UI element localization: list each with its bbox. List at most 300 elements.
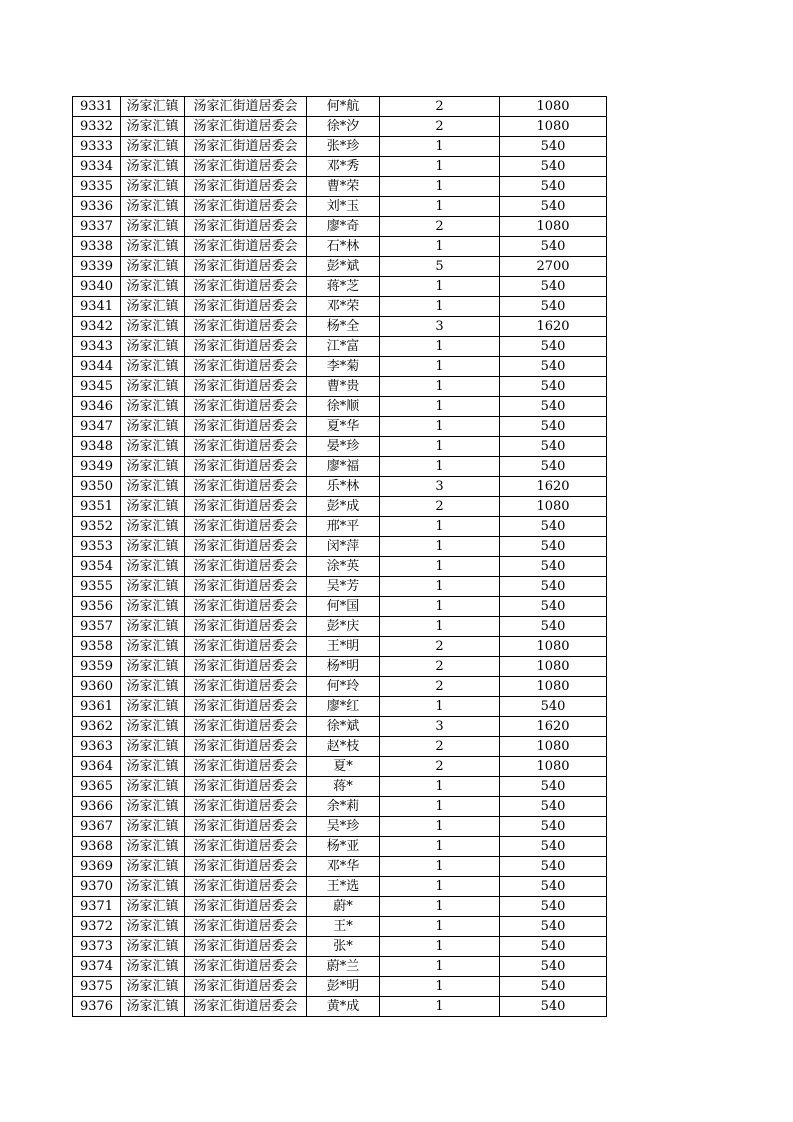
people-count-cell: 2	[380, 637, 500, 657]
amount-cell: 540	[500, 557, 607, 577]
people-count-cell: 3	[380, 477, 500, 497]
serial-number-cell: 9336	[73, 197, 121, 217]
table-row	[73, 117, 607, 137]
community-cell: 汤家汇街道居委会	[185, 457, 307, 477]
community-cell: 汤家汇街道居委会	[185, 677, 307, 697]
name-cell: 夏*	[307, 757, 380, 777]
table-row	[73, 357, 607, 377]
town-cell: 汤家汇镇	[121, 537, 185, 557]
amount-cell: 540	[500, 197, 607, 217]
people-count-cell: 1	[380, 617, 500, 637]
town-cell: 汤家汇镇	[121, 557, 185, 577]
name-cell: 蔚*兰	[307, 957, 380, 977]
amount-cell: 1080	[500, 657, 607, 677]
serial-number-cell: 9369	[73, 857, 121, 877]
serial-number-cell: 9358	[73, 637, 121, 657]
people-count-cell: 1	[380, 437, 500, 457]
people-count-cell: 5	[380, 257, 500, 277]
community-cell: 汤家汇街道居委会	[185, 657, 307, 677]
name-cell: 邢*平	[307, 517, 380, 537]
table-row	[73, 217, 607, 237]
community-cell: 汤家汇街道居委会	[185, 757, 307, 777]
community-cell: 汤家汇街道居委会	[185, 257, 307, 277]
town-cell: 汤家汇镇	[121, 297, 185, 317]
name-cell: 晏*珍	[307, 437, 380, 457]
community-cell: 汤家汇街道居委会	[185, 517, 307, 537]
town-cell: 汤家汇镇	[121, 497, 185, 517]
people-count-cell: 1	[380, 377, 500, 397]
name-cell: 廖*红	[307, 697, 380, 717]
serial-number-cell: 9372	[73, 917, 121, 937]
table-row	[73, 737, 607, 757]
people-count-cell: 2	[380, 217, 500, 237]
amount-cell: 540	[500, 397, 607, 417]
community-cell: 汤家汇街道居委会	[185, 397, 307, 417]
community-cell: 汤家汇街道居委会	[185, 997, 307, 1017]
town-cell: 汤家汇镇	[121, 897, 185, 917]
amount-cell: 540	[500, 977, 607, 997]
serial-number-cell: 9351	[73, 497, 121, 517]
name-cell: 闵*萍	[307, 537, 380, 557]
people-count-cell: 1	[380, 817, 500, 837]
people-count-cell: 1	[380, 237, 500, 257]
serial-number-cell: 9375	[73, 977, 121, 997]
people-count-cell: 2	[380, 497, 500, 517]
town-cell: 汤家汇镇	[121, 457, 185, 477]
people-count-cell: 1	[380, 457, 500, 477]
community-cell: 汤家汇街道居委会	[185, 917, 307, 937]
town-cell: 汤家汇镇	[121, 977, 185, 997]
name-cell: 曹*荣	[307, 177, 380, 197]
table-row	[73, 597, 607, 617]
town-cell: 汤家汇镇	[121, 97, 185, 117]
name-cell: 石*林	[307, 237, 380, 257]
people-count-cell: 1	[380, 837, 500, 857]
serial-number-cell: 9352	[73, 517, 121, 537]
amount-cell: 1080	[500, 757, 607, 777]
town-cell: 汤家汇镇	[121, 637, 185, 657]
town-cell: 汤家汇镇	[121, 937, 185, 957]
community-cell: 汤家汇街道居委会	[185, 97, 307, 117]
table-row	[73, 837, 607, 857]
table-row	[73, 617, 607, 637]
community-cell: 汤家汇街道居委会	[185, 277, 307, 297]
name-cell: 何*航	[307, 97, 380, 117]
name-cell: 彭*庆	[307, 617, 380, 637]
community-cell: 汤家汇街道居委会	[185, 197, 307, 217]
town-cell: 汤家汇镇	[121, 417, 185, 437]
people-count-cell: 1	[380, 577, 500, 597]
table-row	[73, 417, 607, 437]
table-row	[73, 377, 607, 397]
name-cell: 黄*成	[307, 997, 380, 1017]
serial-number-cell: 9364	[73, 757, 121, 777]
amount-cell: 540	[500, 857, 607, 877]
name-cell: 涂*英	[307, 557, 380, 577]
serial-number-cell: 9332	[73, 117, 121, 137]
name-cell: 廖*奇	[307, 217, 380, 237]
people-count-cell: 1	[380, 557, 500, 577]
serial-number-cell: 9339	[73, 257, 121, 277]
people-count-cell: 2	[380, 757, 500, 777]
town-cell: 汤家汇镇	[121, 437, 185, 457]
people-count-cell: 1	[380, 697, 500, 717]
table-row	[73, 477, 607, 497]
town-cell: 汤家汇镇	[121, 697, 185, 717]
people-count-cell: 2	[380, 117, 500, 137]
community-cell: 汤家汇街道居委会	[185, 737, 307, 757]
serial-number-cell: 9343	[73, 337, 121, 357]
table-row	[73, 657, 607, 677]
table-row	[73, 937, 607, 957]
people-count-cell: 2	[380, 737, 500, 757]
amount-cell: 540	[500, 457, 607, 477]
table-row	[73, 637, 607, 657]
people-count-cell: 1	[380, 957, 500, 977]
community-cell: 汤家汇街道居委会	[185, 977, 307, 997]
community-cell: 汤家汇街道居委会	[185, 117, 307, 137]
people-count-cell: 1	[380, 137, 500, 157]
name-cell: 徐*顺	[307, 397, 380, 417]
people-count-cell: 2	[380, 657, 500, 677]
people-count-cell: 1	[380, 797, 500, 817]
serial-number-cell: 9373	[73, 937, 121, 957]
name-cell: 杨*全	[307, 317, 380, 337]
name-cell: 刘*玉	[307, 197, 380, 217]
amount-cell: 540	[500, 357, 607, 377]
community-cell: 汤家汇街道居委会	[185, 697, 307, 717]
serial-number-cell: 9348	[73, 437, 121, 457]
town-cell: 汤家汇镇	[121, 277, 185, 297]
amount-cell: 540	[500, 597, 607, 617]
people-count-cell: 1	[380, 937, 500, 957]
name-cell: 张*	[307, 937, 380, 957]
table-row	[73, 497, 607, 517]
table-row	[73, 397, 607, 417]
table-row	[73, 877, 607, 897]
community-cell: 汤家汇街道居委会	[185, 957, 307, 977]
serial-number-cell: 9355	[73, 577, 121, 597]
amount-cell: 1080	[500, 677, 607, 697]
people-count-cell: 1	[380, 777, 500, 797]
serial-number-cell: 9356	[73, 597, 121, 617]
table-row	[73, 317, 607, 337]
name-cell: 何*玲	[307, 677, 380, 697]
town-cell: 汤家汇镇	[121, 857, 185, 877]
serial-number-cell: 9374	[73, 957, 121, 977]
name-cell: 王*	[307, 917, 380, 937]
amount-cell: 1080	[500, 637, 607, 657]
town-cell: 汤家汇镇	[121, 877, 185, 897]
table-row	[73, 577, 607, 597]
table-row	[73, 897, 607, 917]
town-cell: 汤家汇镇	[121, 917, 185, 937]
amount-cell: 540	[500, 177, 607, 197]
people-count-cell: 1	[380, 517, 500, 537]
town-cell: 汤家汇镇	[121, 677, 185, 697]
people-count-cell: 1	[380, 877, 500, 897]
name-cell: 杨*明	[307, 657, 380, 677]
town-cell: 汤家汇镇	[121, 577, 185, 597]
town-cell: 汤家汇镇	[121, 997, 185, 1017]
table-row	[73, 757, 607, 777]
serial-number-cell: 9360	[73, 677, 121, 697]
people-count-cell: 3	[380, 317, 500, 337]
community-cell: 汤家汇街道居委会	[185, 417, 307, 437]
serial-number-cell: 9370	[73, 877, 121, 897]
town-cell: 汤家汇镇	[121, 117, 185, 137]
name-cell: 徐*斌	[307, 717, 380, 737]
people-count-cell: 1	[380, 977, 500, 997]
table-row	[73, 557, 607, 577]
community-cell: 汤家汇街道居委会	[185, 777, 307, 797]
name-cell: 廖*福	[307, 457, 380, 477]
table-row	[73, 337, 607, 357]
amount-cell: 1080	[500, 117, 607, 137]
beneficiary-table	[72, 96, 607, 1017]
name-cell: 何*国	[307, 597, 380, 617]
community-cell: 汤家汇街道居委会	[185, 217, 307, 237]
people-count-cell: 1	[380, 337, 500, 357]
name-cell: 夏*华	[307, 417, 380, 437]
name-cell: 彭*明	[307, 977, 380, 997]
people-count-cell: 1	[380, 297, 500, 317]
town-cell: 汤家汇镇	[121, 137, 185, 157]
amount-cell: 2700	[500, 257, 607, 277]
people-count-cell: 1	[380, 157, 500, 177]
table-row	[73, 277, 607, 297]
town-cell: 汤家汇镇	[121, 357, 185, 377]
table-body	[73, 97, 607, 1017]
amount-cell: 540	[500, 437, 607, 457]
people-count-cell: 1	[380, 537, 500, 557]
serial-number-cell: 9341	[73, 297, 121, 317]
people-count-cell: 1	[380, 997, 500, 1017]
table-row	[73, 157, 607, 177]
people-count-cell: 1	[380, 857, 500, 877]
serial-number-cell: 9338	[73, 237, 121, 257]
name-cell: 赵*枝	[307, 737, 380, 757]
community-cell: 汤家汇街道居委会	[185, 177, 307, 197]
town-cell: 汤家汇镇	[121, 177, 185, 197]
community-cell: 汤家汇街道居委会	[185, 857, 307, 877]
name-cell: 余*莉	[307, 797, 380, 817]
serial-number-cell: 9368	[73, 837, 121, 857]
amount-cell: 540	[500, 537, 607, 557]
town-cell: 汤家汇镇	[121, 777, 185, 797]
table-row	[73, 177, 607, 197]
table-row	[73, 237, 607, 257]
serial-number-cell: 9371	[73, 897, 121, 917]
community-cell: 汤家汇街道居委会	[185, 717, 307, 737]
serial-number-cell: 9350	[73, 477, 121, 497]
table-row	[73, 857, 607, 877]
community-cell: 汤家汇街道居委会	[185, 377, 307, 397]
amount-cell: 540	[500, 277, 607, 297]
table-row	[73, 437, 607, 457]
town-cell: 汤家汇镇	[121, 797, 185, 817]
amount-cell: 540	[500, 617, 607, 637]
town-cell: 汤家汇镇	[121, 397, 185, 417]
community-cell: 汤家汇街道居委会	[185, 157, 307, 177]
serial-number-cell: 9362	[73, 717, 121, 737]
community-cell: 汤家汇街道居委会	[185, 937, 307, 957]
name-cell: 邓*华	[307, 857, 380, 877]
serial-number-cell: 9346	[73, 397, 121, 417]
amount-cell: 540	[500, 937, 607, 957]
amount-cell: 1620	[500, 717, 607, 737]
name-cell: 蒋*	[307, 777, 380, 797]
serial-number-cell: 9361	[73, 697, 121, 717]
table-row	[73, 537, 607, 557]
town-cell: 汤家汇镇	[121, 477, 185, 497]
table-row	[73, 517, 607, 537]
community-cell: 汤家汇街道居委会	[185, 537, 307, 557]
name-cell: 吴*芳	[307, 577, 380, 597]
table-row	[73, 917, 607, 937]
serial-number-cell: 9342	[73, 317, 121, 337]
table-row	[73, 97, 607, 117]
amount-cell: 540	[500, 377, 607, 397]
amount-cell: 540	[500, 797, 607, 817]
people-count-cell: 1	[380, 177, 500, 197]
amount-cell: 540	[500, 777, 607, 797]
name-cell: 邓*秀	[307, 157, 380, 177]
people-count-cell: 3	[380, 717, 500, 737]
table-row	[73, 797, 607, 817]
name-cell: 杨*亚	[307, 837, 380, 857]
name-cell: 吴*珍	[307, 817, 380, 837]
name-cell: 蔚*	[307, 897, 380, 917]
name-cell: 乐*林	[307, 477, 380, 497]
people-count-cell: 1	[380, 277, 500, 297]
serial-number-cell: 9347	[73, 417, 121, 437]
amount-cell: 540	[500, 417, 607, 437]
town-cell: 汤家汇镇	[121, 617, 185, 637]
name-cell: 彭*成	[307, 497, 380, 517]
table-row	[73, 717, 607, 737]
serial-number-cell: 9365	[73, 777, 121, 797]
amount-cell: 540	[500, 157, 607, 177]
town-cell: 汤家汇镇	[121, 597, 185, 617]
serial-number-cell: 9376	[73, 997, 121, 1017]
town-cell: 汤家汇镇	[121, 817, 185, 837]
serial-number-cell: 9359	[73, 657, 121, 677]
community-cell: 汤家汇街道居委会	[185, 317, 307, 337]
serial-number-cell: 9354	[73, 557, 121, 577]
table-row	[73, 977, 607, 997]
serial-number-cell: 9333	[73, 137, 121, 157]
community-cell: 汤家汇街道居委会	[185, 837, 307, 857]
amount-cell: 1080	[500, 97, 607, 117]
serial-number-cell: 9344	[73, 357, 121, 377]
amount-cell: 540	[500, 517, 607, 537]
table-row	[73, 957, 607, 977]
table-row	[73, 697, 607, 717]
table-row	[73, 677, 607, 697]
name-cell: 张*珍	[307, 137, 380, 157]
people-count-cell: 2	[380, 97, 500, 117]
town-cell: 汤家汇镇	[121, 157, 185, 177]
table-row	[73, 777, 607, 797]
town-cell: 汤家汇镇	[121, 317, 185, 337]
amount-cell: 540	[500, 577, 607, 597]
amount-cell: 540	[500, 997, 607, 1017]
people-count-cell: 1	[380, 357, 500, 377]
amount-cell: 540	[500, 917, 607, 937]
amount-cell: 540	[500, 817, 607, 837]
town-cell: 汤家汇镇	[121, 757, 185, 777]
town-cell: 汤家汇镇	[121, 657, 185, 677]
town-cell: 汤家汇镇	[121, 237, 185, 257]
amount-cell: 1080	[500, 217, 607, 237]
people-count-cell: 1	[380, 897, 500, 917]
community-cell: 汤家汇街道居委会	[185, 817, 307, 837]
amount-cell: 540	[500, 297, 607, 317]
serial-number-cell: 9340	[73, 277, 121, 297]
people-count-cell: 1	[380, 397, 500, 417]
serial-number-cell: 9345	[73, 377, 121, 397]
name-cell: 彭*斌	[307, 257, 380, 277]
amount-cell: 540	[500, 237, 607, 257]
amount-cell: 540	[500, 837, 607, 857]
community-cell: 汤家汇街道居委会	[185, 797, 307, 817]
community-cell: 汤家汇街道居委会	[185, 637, 307, 657]
community-cell: 汤家汇街道居委会	[185, 597, 307, 617]
town-cell: 汤家汇镇	[121, 377, 185, 397]
community-cell: 汤家汇街道居委会	[185, 497, 307, 517]
name-cell: 王*明	[307, 637, 380, 657]
name-cell: 江*富	[307, 337, 380, 357]
serial-number-cell: 9335	[73, 177, 121, 197]
community-cell: 汤家汇街道居委会	[185, 877, 307, 897]
town-cell: 汤家汇镇	[121, 337, 185, 357]
amount-cell: 540	[500, 897, 607, 917]
people-count-cell: 1	[380, 597, 500, 617]
amount-cell: 1620	[500, 317, 607, 337]
town-cell: 汤家汇镇	[121, 217, 185, 237]
town-cell: 汤家汇镇	[121, 957, 185, 977]
serial-number-cell: 9353	[73, 537, 121, 557]
serial-number-cell: 9334	[73, 157, 121, 177]
people-count-cell: 2	[380, 677, 500, 697]
community-cell: 汤家汇街道居委会	[185, 337, 307, 357]
community-cell: 汤家汇街道居委会	[185, 297, 307, 317]
serial-number-cell: 9331	[73, 97, 121, 117]
community-cell: 汤家汇街道居委会	[185, 357, 307, 377]
table-row	[73, 257, 607, 277]
community-cell: 汤家汇街道居委会	[185, 137, 307, 157]
town-cell: 汤家汇镇	[121, 737, 185, 757]
name-cell: 邓*荣	[307, 297, 380, 317]
community-cell: 汤家汇街道居委会	[185, 437, 307, 457]
table-row	[73, 137, 607, 157]
amount-cell: 1080	[500, 497, 607, 517]
community-cell: 汤家汇街道居委会	[185, 477, 307, 497]
amount-cell: 540	[500, 697, 607, 717]
people-count-cell: 1	[380, 197, 500, 217]
name-cell: 蒋*芝	[307, 277, 380, 297]
serial-number-cell: 9349	[73, 457, 121, 477]
community-cell: 汤家汇街道居委会	[185, 617, 307, 637]
amount-cell: 540	[500, 337, 607, 357]
community-cell: 汤家汇街道居委会	[185, 577, 307, 597]
name-cell: 王*选	[307, 877, 380, 897]
amount-cell: 540	[500, 137, 607, 157]
table-row	[73, 297, 607, 317]
amount-cell: 1620	[500, 477, 607, 497]
table-row	[73, 997, 607, 1017]
